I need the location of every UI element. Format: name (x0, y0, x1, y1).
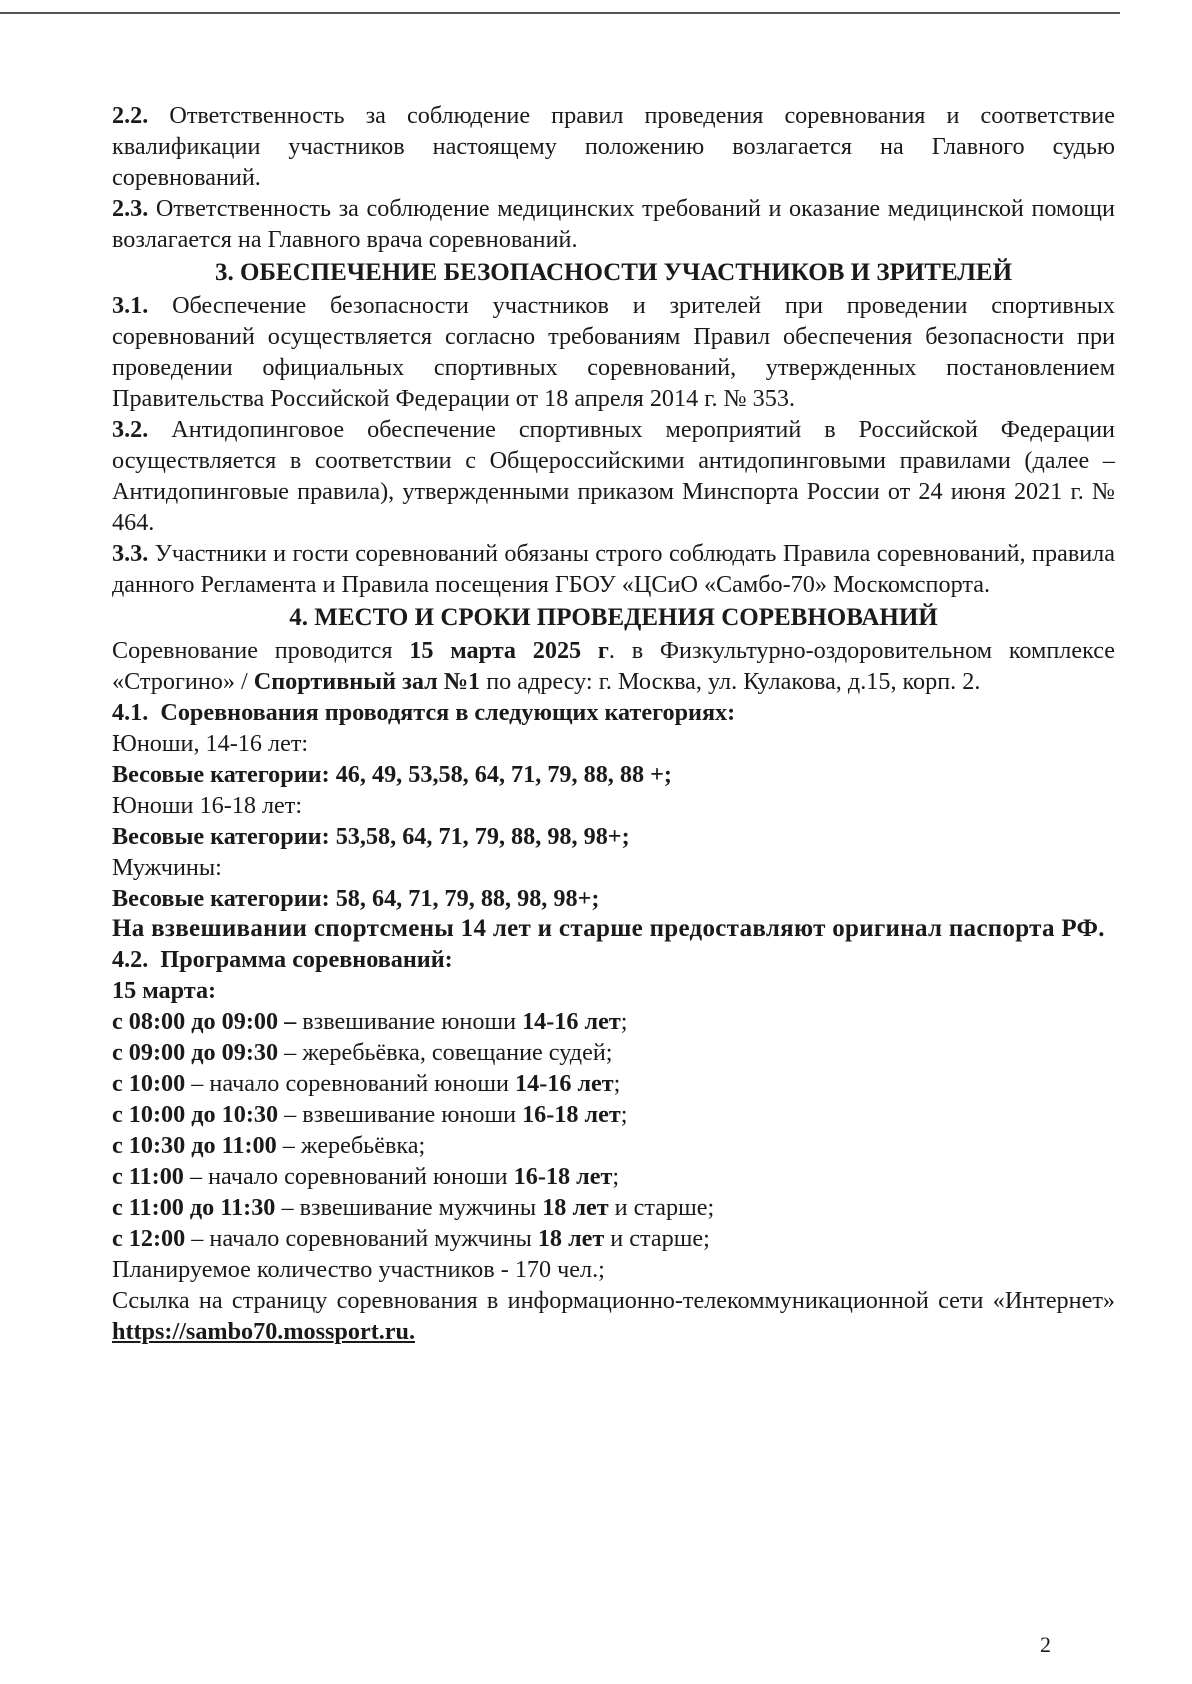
paragraph-3-2 (112, 414, 1115, 538)
schedule-tail: и старше; (604, 1225, 710, 1252)
participants-count: Планируемое количество участников - 170 чел.; (112, 1256, 605, 1283)
passport-note: На взвешивании спортсмены 14 лет и старше предоставляют оригинал паспорта РФ. (112, 915, 1105, 942)
weight-label: Весовые категории: (112, 761, 330, 788)
schedule-item (112, 1192, 1115, 1223)
website-paragraph (112, 1285, 1115, 1347)
section-heading-4: 4. МЕСТО И СРОКИ ПРОВЕДЕНИЯ СОРЕВНОВАНИЙ (289, 604, 938, 631)
schedule-time: с 11:00 до 11:30 (112, 1194, 276, 1221)
category-group: Юноши 16-18 лет: (112, 792, 303, 819)
schedule-time: с 10:00 до 10:30 (112, 1101, 279, 1128)
paragraph-text: Ответственность за соблюдение медицинских требований и оказание медицинской помощи возлагается на Главного врача соревнований. (112, 195, 1115, 253)
schedule-age: 16-18 лет (513, 1163, 613, 1190)
section-number: 3.1. (112, 292, 149, 319)
schedule-desc: – жеребьёвка; (276, 1132, 426, 1159)
section-number: 2.3. (112, 195, 149, 222)
schedule-time: с 12:00 (112, 1225, 186, 1252)
schedule-item (112, 1223, 1115, 1254)
schedule-time: с 08:00 до 09:00 – (112, 1008, 297, 1035)
schedule-time: с 09:00 до 09:30 (112, 1039, 279, 1066)
venue-text: Соревнование проводится (112, 637, 410, 664)
schedule-item (112, 1068, 1115, 1099)
venue-text: . в Физкультурно-оздоровительном комплексе «Строгино» / (112, 637, 1115, 695)
schedule-tail: ; (613, 1070, 621, 1097)
schedule-time: с 10:30 до 11:00 (112, 1132, 277, 1159)
paragraph-3-3 (112, 538, 1115, 600)
schedule-desc: – начало соревнований мужчины (185, 1225, 538, 1252)
schedule-desc: – начало соревнований юноши (183, 1163, 514, 1190)
competition-date: 15 марта 2025 г (409, 637, 609, 664)
document-body (112, 100, 1115, 1347)
schedule-desc: взвешивание юноши (296, 1008, 523, 1035)
schedule-tail: ; (612, 1163, 620, 1190)
subsection-4-1 (112, 697, 1115, 728)
weight-label: Весовые категории: (112, 823, 330, 850)
paragraph-2-3 (112, 193, 1115, 255)
schedule-desc: – взвешивание мужчины (275, 1194, 543, 1221)
schedule-tail: и старше; (608, 1194, 715, 1221)
schedule-age: 18 лет (542, 1194, 609, 1221)
schedule-item (112, 1161, 1115, 1192)
section-number: 3.2. (112, 416, 149, 443)
schedule-list (112, 1006, 1115, 1254)
weight-values: 53,58, 64, 71, 79, 88, 98, 98+; (329, 823, 630, 850)
category-list (112, 728, 1115, 914)
venue-paragraph (112, 635, 1115, 697)
section-number: 4.2. (112, 946, 149, 973)
subsection-4-2 (112, 944, 1115, 975)
subsection-title: Программа соревнований: (160, 946, 453, 973)
paragraph-text: Обеспечение безопасности участников и зрителей при проведении спортивных соревнований осуществляется согласно требованиям Правил обеспечения безопасности при проведении официальных спортивных соревнований, утвержденных постановлением Правительства Российской Федерации от 18 апреля 2014 г. № 353. (112, 292, 1115, 412)
schedule-time: с 11:00 (112, 1163, 184, 1190)
section-number: 3.3. (112, 540, 149, 567)
schedule-age: 14-16 лет (515, 1070, 614, 1097)
schedule-item (112, 1037, 1115, 1068)
paragraph-text: Ответственность за соблюдение правил проведения соревнования и соответствие квалификации участников настоящему положению возлагается на Главного судью соревнований. (112, 102, 1115, 191)
website-link[interactable]: https://sambo70.mossport.ru. (112, 1318, 416, 1345)
venue-hall: Спортивный зал №1 (253, 668, 481, 695)
category-group: Юноши, 14-16 лет: (112, 730, 309, 757)
venue-address: по адресу: г. Москва, ул. Кулакова, д.15, корп. 2. (480, 668, 981, 695)
schedule-time: с 10:00 (112, 1070, 186, 1097)
program-date-text: 15 марта: (112, 977, 217, 1004)
schedule-tail: ; (620, 1008, 628, 1035)
top-border-line (0, 12, 1120, 14)
section-heading-3: 3. ОБЕСПЕЧЕНИЕ БЕЗОПАСНОСТИ УЧАСТНИКОВ И ЗРИТЕЛЕЙ (214, 259, 1013, 286)
website-text: Ссылка на страницу соревнования в информационно-телекоммуникационной сети «Интернет» (112, 1287, 1115, 1314)
schedule-desc: – взвешивание юноши (278, 1101, 523, 1128)
weight-values: 58, 64, 71, 79, 88, 98, 98+; (329, 885, 600, 912)
schedule-tail: ; (620, 1101, 628, 1128)
weight-label: Весовые категории: (112, 885, 330, 912)
paragraph-text: Антидопинговое обеспечение спортивных мероприятий в Российской Федерации осуществляется в соответствии с Общероссийскими антидопинговыми правилами (далее – Антидопинговые правила), утвержденными приказом Минспорта России от 24 июня 2021 г. № 464. (112, 416, 1115, 536)
section-number: 4.1. (112, 699, 149, 726)
weight-categories (112, 883, 1115, 914)
paragraph-2-2 (112, 100, 1115, 193)
schedule-item (112, 1099, 1115, 1130)
schedule-item (112, 1006, 1115, 1037)
weight-values: 46, 49, 53,58, 64, 71, 79, 88, 88 +; (329, 761, 672, 788)
paragraph-text: Участники и гости соревнований обязаны строго соблюдать Правила соревнований, правила данного Регламента и Правила посещения ГБОУ «ЦСиО «Самбо-70» Москомспорта. (112, 540, 1115, 598)
section-number: 2.2. (112, 102, 149, 129)
schedule-age: 14-16 лет (522, 1008, 621, 1035)
category-group: Мужчины: (112, 854, 222, 881)
paragraph-3-1 (112, 290, 1115, 414)
weight-categories (112, 821, 1115, 852)
subsection-title: Соревнования проводятся в следующих категориях: (160, 699, 736, 726)
weight-categories (112, 759, 1115, 790)
schedule-item (112, 1130, 1115, 1161)
schedule-desc: – жеребьёвка, совещание судей; (278, 1039, 613, 1066)
page-number: 2 (1040, 1632, 1051, 1657)
program-date (112, 975, 1115, 1006)
schedule-desc: – начало соревнований юноши (185, 1070, 515, 1097)
schedule-age: 16-18 лет (522, 1101, 621, 1128)
schedule-age: 18 лет (537, 1225, 605, 1252)
